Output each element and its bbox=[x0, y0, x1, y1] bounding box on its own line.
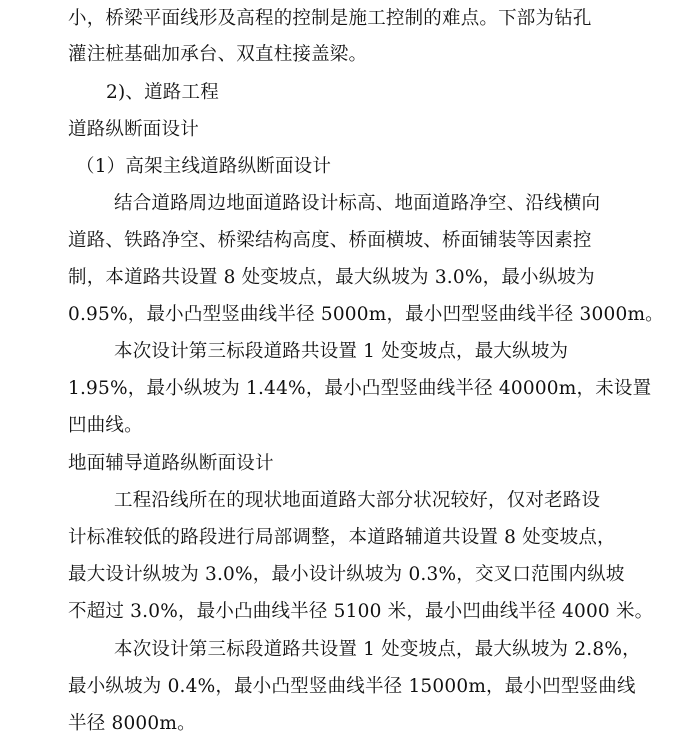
text-line-17: 不超过 3.0%，最小凸曲线半径 5100 米，最小凹曲线半径 4000 米。 bbox=[68, 601, 654, 622]
subsection-heading-main-line: （1）高架主线道路纵断面设计 bbox=[76, 156, 332, 177]
text-line-6: 结合道路周边地面道路设计标高、地面道路净空、沿线横向 bbox=[114, 193, 601, 214]
text-line-18: 本次设计第三标段道路共设置 1 处变坡点，最大纵坡为 2.8%， bbox=[114, 639, 641, 660]
section-heading-road-works: 2)、道路工程 bbox=[106, 82, 219, 103]
text-line-9: 0.95%，最小凸型竖曲线半径 5000m，最小凹型竖曲线半径 3000m。 bbox=[68, 304, 664, 325]
text-line-1: 小，桥梁平面线形及高程的控制是施工控制的难点。下部为钻孔 bbox=[68, 8, 592, 29]
text-line-11: 1.95%，最小纵坡为 1.44%，最小凸型竖曲线半径 40000m，未设置 bbox=[68, 378, 652, 399]
section-heading-profile-design: 道路纵断面设计 bbox=[68, 119, 199, 140]
text-line-16: 最大设计纵坡为 3.0%，最小设计纵坡为 0.3%，交叉口范围内纵坡 bbox=[68, 564, 625, 585]
text-line-15: 计标准较低的路段进行局部调整，本道路辅道共设置 8 处变坡点， bbox=[68, 527, 616, 548]
text-line-7: 道路、铁路净空、桥梁结构高度、桥面横坡、桥面铺装等因素控 bbox=[68, 230, 592, 251]
text-line-8: 制，本道路共设置 8 处变坡点，最大纵坡为 3.0%，最小纵坡为 bbox=[68, 267, 595, 288]
section-heading-auxiliary-road: 地面辅导道路纵断面设计 bbox=[68, 453, 274, 474]
text-line-20: 半径 8000m。 bbox=[68, 713, 196, 734]
text-line-19: 最小纵坡为 0.4%，最小凸型竖曲线半径 15000m，最小凹型竖曲线 bbox=[68, 676, 636, 697]
text-line-14: 工程沿线所在的现状地面道路大部分状况较好，仅对老路设 bbox=[114, 490, 601, 511]
text-line-2: 灌注桩基础加承台、双直柱接盖梁。 bbox=[68, 44, 368, 65]
text-line-10: 本次设计第三标段道路共设置 1 处变坡点，最大纵坡为 bbox=[114, 341, 569, 362]
text-line-12: 凹曲线。 bbox=[68, 415, 143, 436]
